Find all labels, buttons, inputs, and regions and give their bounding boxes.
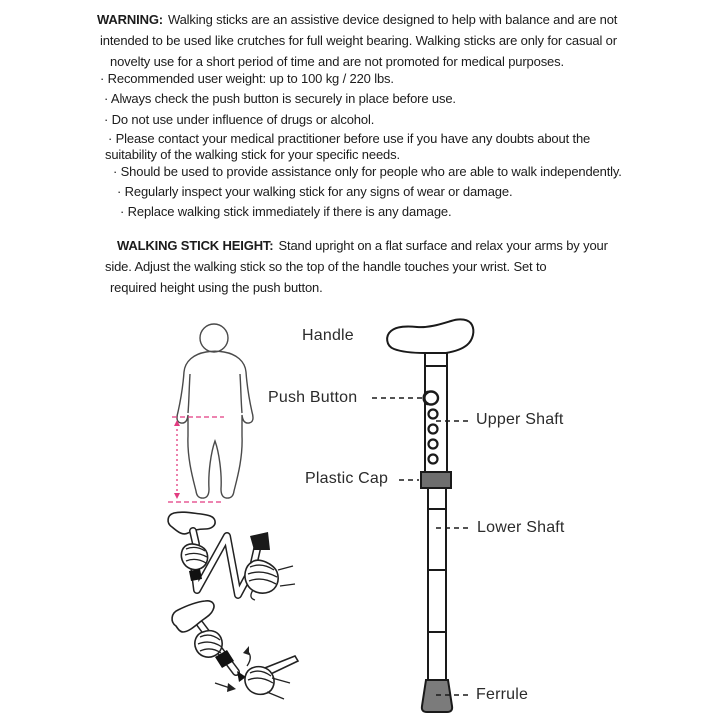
adjustment-hole bbox=[429, 410, 438, 419]
bullet-line: · Recommended user weight: up to 100 kg / 220 lbs. bbox=[100, 71, 394, 86]
handle-shape bbox=[387, 319, 473, 353]
person-arm-slit-left bbox=[188, 374, 190, 413]
height-line: WALKING STICK HEIGHT: Stand upright on a flat surface and relax your arms by your bbox=[117, 238, 608, 253]
height-line: side. Adjust the walking stick so the top of the handle touches your wrist. Set to bbox=[105, 259, 547, 274]
adjustment-hole bbox=[429, 455, 438, 464]
leader-lines bbox=[372, 398, 469, 695]
unfold-handle bbox=[172, 601, 214, 632]
person-figure bbox=[177, 324, 253, 498]
height-line: required height using the push button. bbox=[110, 280, 323, 295]
bullet-line: · Replace walking stick immediately if there is any damage. bbox=[120, 204, 452, 219]
bullet-line: · Always check the push button is securely in place before use. bbox=[104, 91, 456, 106]
diagram-svg bbox=[0, 300, 720, 720]
person-arm-slit-right bbox=[240, 374, 242, 413]
adjustment-hole bbox=[429, 425, 438, 434]
height-label: WALKING STICK HEIGHT: bbox=[117, 238, 274, 253]
bullet-line: · Do not use under influence of drugs or alcohol. bbox=[104, 112, 375, 127]
bullet-line: · Please contact your medical practitioner before use if you have any doubts about the bbox=[108, 131, 591, 146]
warning-line: WARNING: Walking sticks are an assistive device designed to help with balance and are not bbox=[97, 12, 618, 27]
push-button-label: Push Button bbox=[268, 389, 358, 406]
locking-band bbox=[189, 569, 202, 581]
ferrule-label: Ferrule bbox=[476, 686, 529, 703]
unfolding-illustration bbox=[172, 601, 298, 699]
walking-stick-diagram bbox=[387, 319, 473, 712]
bullet-line: · Should be used to provide assistance only for people who are able to walk independently. bbox=[113, 164, 622, 179]
warning-label: WARNING: bbox=[97, 12, 163, 27]
plastic-cap-label: Plastic Cap bbox=[305, 470, 389, 487]
warning-line: novelty use for a short period of time and are not promoted for medical purposes. bbox=[110, 54, 564, 69]
measure-arrow-bottom bbox=[174, 493, 180, 499]
folded-stick-illustration bbox=[168, 512, 295, 600]
handle-label: Handle bbox=[302, 327, 354, 344]
lower-shaft-label: Lower Shaft bbox=[477, 519, 565, 536]
warning-line: intended to be used like crutches for full weight bearing. Walking sticks are only for casual or bbox=[100, 33, 617, 48]
bullet-line: suitability of the walking stick for your specific needs. bbox=[105, 147, 400, 162]
adjustment-hole bbox=[429, 440, 438, 449]
folded-ferrule-tip bbox=[250, 532, 270, 550]
ferrule-shape bbox=[422, 680, 452, 712]
lower-shaft-shape bbox=[428, 488, 446, 680]
person-head bbox=[200, 324, 228, 352]
plastic-cap-shape bbox=[421, 472, 451, 488]
person-body bbox=[177, 351, 253, 498]
upper-shaft-label: Upper Shaft bbox=[476, 411, 564, 428]
bullet-line: · Regularly inspect your walking stick for any signs of wear or damage. bbox=[117, 184, 513, 199]
